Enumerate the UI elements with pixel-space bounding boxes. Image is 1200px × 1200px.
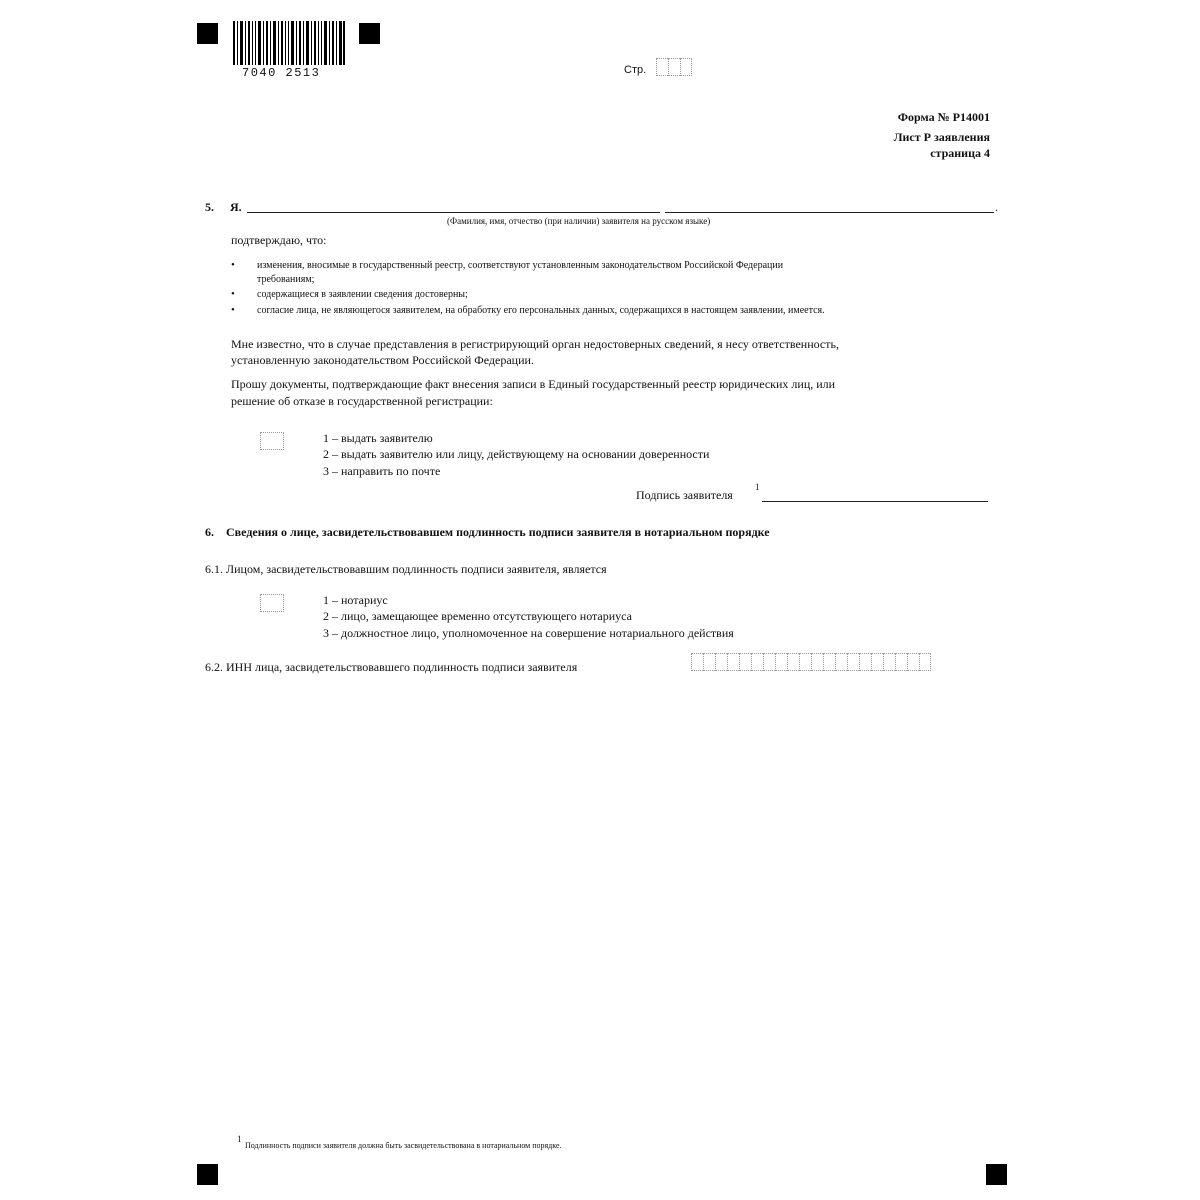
section-5-number: 5. bbox=[205, 200, 214, 214]
corner-marker-top-left bbox=[197, 23, 218, 44]
liability-line-2: установленную законодательством Российской Федерации. bbox=[231, 353, 534, 367]
inn-cell[interactable] bbox=[859, 653, 871, 671]
certifier-option-2: 2 – лицо, замещающее временно отсутствующего нотариуса bbox=[323, 609, 632, 623]
bullet-2-line1: содержащиеся в заявлении сведения достоверны; bbox=[257, 289, 468, 300]
inn-cell[interactable] bbox=[847, 653, 859, 671]
sheet-title: Лист Р заявления bbox=[893, 130, 990, 144]
certifier-choice-cell[interactable] bbox=[260, 594, 284, 612]
form-number: Форма № Р14001 bbox=[897, 110, 990, 124]
delivery-option-2: 2 – выдать заявителю или лицу, действующему на основании доверенности bbox=[323, 447, 710, 461]
page-cell[interactable] bbox=[656, 58, 668, 76]
certifier-option-1: 1 – нотариус bbox=[323, 593, 388, 607]
bullet-3-marker: • bbox=[231, 304, 235, 316]
page-number-label: Стр. bbox=[624, 64, 647, 76]
delivery-choice-cell[interactable] bbox=[260, 432, 284, 450]
barcode-number: 7040 2513 bbox=[242, 66, 321, 80]
inn-cell[interactable] bbox=[871, 653, 883, 671]
request-line-1: Прошу документы, подтверждающие факт внесения записи в Единый государственный реестр юридических лиц, или bbox=[231, 377, 836, 391]
signature-footnote-ref: 1 bbox=[755, 482, 760, 492]
bullet-1-line1: изменения, вносимые в государственный реестр, соответствуют установленным законодательством Российской Федерации bbox=[257, 260, 784, 271]
bullet-1-marker: • bbox=[231, 259, 235, 271]
inn-cell[interactable] bbox=[799, 653, 811, 671]
inn-cell[interactable] bbox=[835, 653, 847, 671]
inn-cell[interactable] bbox=[883, 653, 895, 671]
request-line-2: решение об отказе в государственной регистрации: bbox=[231, 394, 493, 408]
bullet-1-line2: требованиям; bbox=[257, 274, 315, 285]
bullet-3-line1: согласие лица, не являющегося заявителем, на обработку его персональных данных, содержащихся в настоящем заявлении, имеется. bbox=[257, 305, 825, 316]
page-cell[interactable] bbox=[680, 58, 692, 76]
delivery-option-1: 1 – выдать заявителю bbox=[323, 431, 433, 445]
fio-end-dot: . bbox=[995, 200, 998, 214]
liability-line-1: Мне известно, что в случае представления в регистрирующий орган недостоверных сведений, я несу ответственность, bbox=[231, 337, 839, 351]
delivery-option-3: 3 – направить по почте bbox=[323, 464, 441, 478]
inn-cell[interactable] bbox=[763, 653, 775, 671]
inn-cell[interactable] bbox=[751, 653, 763, 671]
inn-cell[interactable] bbox=[703, 653, 715, 671]
inn-cell[interactable] bbox=[775, 653, 787, 671]
section-6-title: 6. Сведения о лице, засвидетельствовавшем подлинность подписи заявителя в нотариальном порядке bbox=[205, 525, 770, 539]
inn-cell[interactable] bbox=[907, 653, 919, 671]
question-6-2: 6.2. ИНН лица, засвидетельствовавшего подлинность подписи заявителя bbox=[205, 660, 578, 674]
inn-cell[interactable] bbox=[715, 653, 727, 671]
page-cell[interactable] bbox=[668, 58, 680, 76]
surname-name-field[interactable] bbox=[247, 212, 660, 213]
patronymic-field[interactable] bbox=[665, 212, 994, 213]
inn-cell[interactable] bbox=[895, 653, 907, 671]
section-5-ya: Я. bbox=[230, 200, 242, 214]
bullet-2-marker: • bbox=[231, 288, 235, 300]
corner-marker-bottom-left bbox=[197, 1164, 218, 1185]
question-6-1: 6.1. Лицом, засвидетельствовавшим подлинность подписи заявителя, является bbox=[205, 562, 607, 576]
barcode-image bbox=[233, 21, 345, 65]
certifier-choice-input[interactable] bbox=[260, 594, 284, 612]
sheet-page: страница 4 bbox=[930, 146, 990, 160]
inn-cell[interactable] bbox=[787, 653, 799, 671]
inn-cell[interactable] bbox=[811, 653, 823, 671]
corner-marker-bottom-right bbox=[986, 1164, 1007, 1185]
inn-cell[interactable] bbox=[727, 653, 739, 671]
signature-field[interactable] bbox=[762, 501, 988, 502]
inn-cells[interactable] bbox=[691, 653, 931, 671]
signature-label: Подпись заявителя bbox=[636, 488, 733, 502]
confirm-intro: подтверждаю, что: bbox=[231, 233, 327, 247]
corner-marker-top-right bbox=[359, 23, 380, 44]
certifier-option-3: 3 – должностное лицо, уполномоченное на совершение нотариального действия bbox=[323, 626, 734, 640]
footnote-marker: 1 bbox=[237, 1134, 242, 1144]
inn-cell[interactable] bbox=[823, 653, 835, 671]
delivery-choice-input[interactable] bbox=[260, 432, 284, 450]
fio-caption: (Фамилия, имя, отчество (при наличии) заявителя на русском языке) bbox=[447, 216, 711, 226]
inn-cell[interactable] bbox=[919, 653, 931, 671]
footnote-text: Подлинность подписи заявителя должна быть засвидетельствована в нотариальном порядке. bbox=[245, 1141, 562, 1150]
inn-cell[interactable] bbox=[691, 653, 703, 671]
inn-cell[interactable] bbox=[739, 653, 751, 671]
page-number-cells[interactable] bbox=[656, 58, 692, 76]
